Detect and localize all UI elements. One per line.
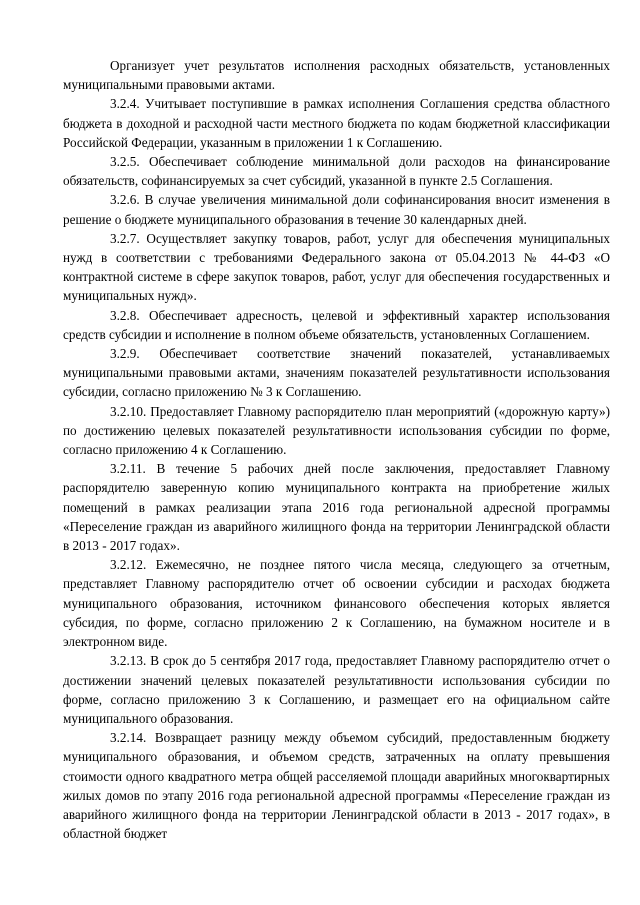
clause-3-2-8: 3.2.8. Обеспечивает адресность, целевой и эффективный характер использования средств субсидии и исполнение в полном объеме обязательств, установленных Соглашением. xyxy=(63,307,610,342)
clause-3-2-7: 3.2.7. Осуществляет закупку товаров, работ, услуг для обеспечения муниципальных нужд в соответствии с требованиями Федерального закона от 05.04.2013 № 44-ФЗ «О контрактной системе в сфере закупок товаров, работ, услуг для обеспечения государственных и муниципальных нужд». xyxy=(63,230,610,304)
paragraph-intro: Организует учет результатов исполнения расходных обязательств, установленных муниципальными правовыми актами. xyxy=(63,58,610,93)
clause-3-2-14: 3.2.14. Возвращает разницу между объемом субсидий, предоставленным бюджету муниципального образования, и объемом средств, затраченных на оплату превышения стоимости одного квадратного метра общей расселяемой площади аварийных многоквартирных жилых домов по этапу 2016 года региональной адресной программы «Переселение граждан из аварийного жилищного фонда на территории Ленинградской области в 2013 - 2017 годах», в областной бюджет xyxy=(63,730,610,842)
clause-3-2-6: 3.2.6. В случае увеличения минимальной доли софинансирования вносит изменения в решение о бюджете муниципального образования в течение 30 календарных дней. xyxy=(63,192,610,227)
clause-3-2-9: 3.2.9. Обеспечивает соответствие значений показателей, устанавливаемых муниципальными правовыми актами, значениям показателей результативности использования субсидии, согласно приложению № 3 к Соглашению. xyxy=(63,346,610,400)
clause-3-2-11: 3.2.11. В течение 5 рабочих дней после заключения, предоставляет Главному распорядителю заверенную копию муниципального контракта на приобретение жилых помещений в рамках реализации этапа 2016 года региональной адресной программы «Переселение граждан из аварийного жилищного фонда на территории Ленинградской области в 2013 - 2017 годах». xyxy=(63,461,610,554)
clause-3-2-12: 3.2.12. Ежемесячно, не позднее пятого числа месяца, следующего за отчетным, представляет Главному распорядителю отчет об освоении субсидии и расходах бюджета муниципального образования, источником финансового обеспечения которых является субсидия, по форме, согласно приложению 2 к Соглашению, на бумажном носителе и в электронном виде. xyxy=(63,557,610,650)
document-body xyxy=(63,56,610,843)
clause-3-2-5: 3.2.5. Обеспечивает соблюдение минимальной доли расходов на финансирование обязательств, софинансируемых за счет субсидий, указанной в пункте 2.5 Соглашения. xyxy=(63,154,610,189)
clause-3-2-10: 3.2.10. Предоставляет Главному распорядителю план мероприятий («дорожную карту») по достижению целевых показателей результативности использования субсидии по форме, согласно приложению 4 к Соглашению. xyxy=(63,403,610,458)
clause-3-2-13: 3.2.13. В срок до 5 сентября 2017 года, предоставляет Главному распорядителю отчет о достижении значений целевых показателей результативности использования субсидии по форме, согласно приложению 3 к Соглашению, и размещает его на официальном сайте муниципального образования. xyxy=(63,653,610,726)
clause-3-2-4: 3.2.4. Учитывает поступившие в рамках исполнения Соглашения средства областного бюджета в доходной и расходной части местного бюджета по кодам бюджетной классификации Российской Федерации, указанным в приложении 1 к Соглашению. xyxy=(63,96,610,150)
